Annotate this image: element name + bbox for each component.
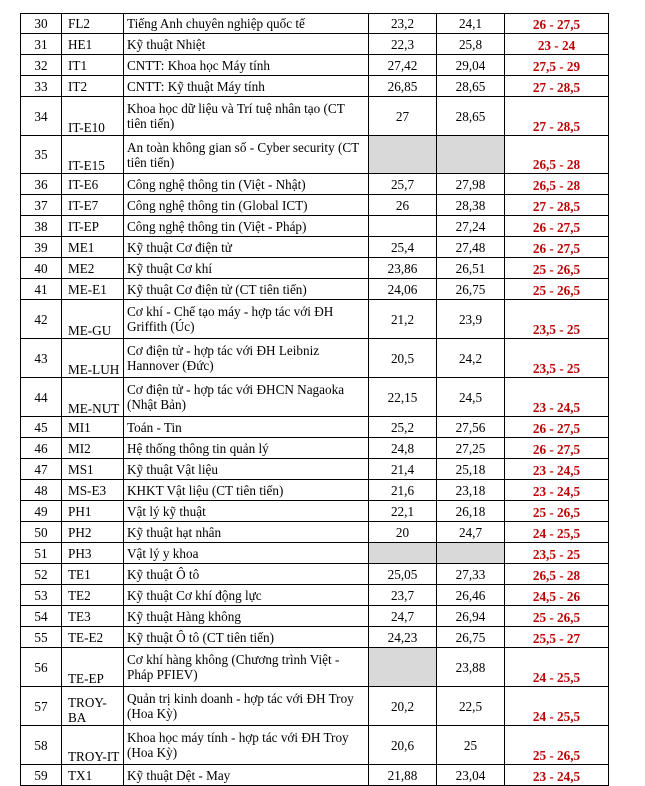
- table-row: [21, 687, 609, 726]
- predicted-range: 23 - 24,5: [505, 480, 609, 501]
- predicted-range: 24 - 25,5: [505, 687, 609, 726]
- program-code: TROY-BA: [62, 687, 124, 726]
- predicted-range: 27 - 28,5: [505, 97, 609, 136]
- score-2023: 28,65: [437, 97, 505, 136]
- score-2022: 27,42: [369, 55, 437, 76]
- program-code: MS-E3: [62, 480, 124, 501]
- score-2023: [437, 543, 505, 564]
- program-code: IT-EP: [62, 216, 124, 237]
- score-2023: 26,51: [437, 258, 505, 279]
- predicted-range: 24 - 25,5: [505, 648, 609, 687]
- score-2022: 21,4: [369, 459, 437, 480]
- table-row: [21, 174, 609, 195]
- program-code: TE2: [62, 585, 124, 606]
- predicted-range: 23,5 - 25: [505, 339, 609, 378]
- program-code: PH3: [62, 543, 124, 564]
- score-2023: 25,18: [437, 459, 505, 480]
- score-2022: 20,5: [369, 339, 437, 378]
- row-number: 41: [21, 279, 62, 300]
- score-2022: 21,6: [369, 480, 437, 501]
- program-code: PH2: [62, 522, 124, 543]
- program-code: IT-E15: [62, 136, 124, 174]
- admission-score-table: [20, 13, 609, 786]
- score-2022: 25,7: [369, 174, 437, 195]
- row-number: 31: [21, 34, 62, 55]
- score-2022: 21,2: [369, 300, 437, 339]
- score-2022: 22,3: [369, 34, 437, 55]
- program-code: IT-E10: [62, 97, 124, 136]
- score-2022: 25,4: [369, 237, 437, 258]
- program-code: MI2: [62, 438, 124, 459]
- score-2023: 25: [437, 726, 505, 765]
- table-row: [21, 258, 609, 279]
- program-name: Vật lý y khoa: [124, 543, 369, 564]
- table-row: [21, 136, 609, 174]
- score-2023: 27,48: [437, 237, 505, 258]
- score-2022: 23,2: [369, 14, 437, 34]
- score-2023: 26,46: [437, 585, 505, 606]
- predicted-range: 27 - 28,5: [505, 76, 609, 97]
- predicted-range: 26 - 27,5: [505, 417, 609, 438]
- score-2023: 23,18: [437, 480, 505, 501]
- score-2022: 22,15: [369, 378, 437, 417]
- score-2022: [369, 216, 437, 237]
- row-number: 36: [21, 174, 62, 195]
- table-row: [21, 97, 609, 136]
- program-code: PH1: [62, 501, 124, 522]
- row-number: 44: [21, 378, 62, 417]
- program-name: Kỹ thuật Dệt - May: [124, 765, 369, 786]
- program-name: Vật lý kỹ thuật: [124, 501, 369, 522]
- score-2023: 29,04: [437, 55, 505, 76]
- row-number: 58: [21, 726, 62, 765]
- program-name: Quản trị kinh doanh - hợp tác với ĐH Troy (Hoa Kỳ): [124, 687, 369, 726]
- table-row: [21, 14, 609, 34]
- score-2023: 26,75: [437, 627, 505, 648]
- table-row: [21, 459, 609, 480]
- row-number: 35: [21, 136, 62, 174]
- program-name: Kỹ thuật Cơ khí động lực: [124, 585, 369, 606]
- predicted-range: 26 - 27,5: [505, 438, 609, 459]
- program-name: Kỹ thuật Cơ điện tử (CT tiên tiến): [124, 279, 369, 300]
- row-number: 33: [21, 76, 62, 97]
- score-2023: 27,56: [437, 417, 505, 438]
- score-2022: 26,85: [369, 76, 437, 97]
- score-2022: 24,7: [369, 606, 437, 627]
- program-code: IT2: [62, 76, 124, 97]
- predicted-range: 23 - 24: [505, 34, 609, 55]
- score-2023: 22,5: [437, 687, 505, 726]
- score-2023: 26,75: [437, 279, 505, 300]
- score-2023: 28,65: [437, 76, 505, 97]
- score-2023: 23,9: [437, 300, 505, 339]
- program-name: CNTT: Kỹ thuật Máy tính: [124, 76, 369, 97]
- program-code: IT1: [62, 55, 124, 76]
- score-2023: 25,8: [437, 34, 505, 55]
- program-name: Cơ khí - Chế tạo máy - hợp tác với ĐH Griffith (Úc): [124, 300, 369, 339]
- predicted-range: 23 - 24,5: [505, 459, 609, 480]
- program-name: Khoa học máy tính - hợp tác với ĐH Troy (Hoa Kỳ): [124, 726, 369, 765]
- program-name: Kỹ thuật Nhiệt: [124, 34, 369, 55]
- program-name: Kỹ thuật Cơ khí: [124, 258, 369, 279]
- score-2023: 27,33: [437, 564, 505, 585]
- table-row: [21, 648, 609, 687]
- score-2022: 20,6: [369, 726, 437, 765]
- program-name: Toán - Tin: [124, 417, 369, 438]
- predicted-range: 26 - 27,5: [505, 216, 609, 237]
- predicted-range: 25 - 26,5: [505, 279, 609, 300]
- program-name: Kỹ thuật Ô tô (CT tiên tiến): [124, 627, 369, 648]
- row-number: 53: [21, 585, 62, 606]
- table-row: [21, 378, 609, 417]
- row-number: 32: [21, 55, 62, 76]
- program-name: Cơ điện tử - hợp tác với ĐH Leibniz Hannover (Đức): [124, 339, 369, 378]
- program-code: TE3: [62, 606, 124, 627]
- program-code: ME1: [62, 237, 124, 258]
- row-number: 50: [21, 522, 62, 543]
- row-number: 49: [21, 501, 62, 522]
- table-row: [21, 765, 609, 786]
- table-row: [21, 195, 609, 216]
- predicted-range: 25 - 26,5: [505, 606, 609, 627]
- score-2022: [369, 136, 437, 174]
- program-code: MI1: [62, 417, 124, 438]
- row-number: 30: [21, 14, 62, 34]
- program-code: FL2: [62, 14, 124, 34]
- program-code: ME-GU: [62, 300, 124, 339]
- score-2023: 24,2: [437, 339, 505, 378]
- predicted-range: 27,5 - 29: [505, 55, 609, 76]
- program-code: TE-E2: [62, 627, 124, 648]
- score-2022: 22,1: [369, 501, 437, 522]
- program-name: CNTT: Khoa học Máy tính: [124, 55, 369, 76]
- table-row: [21, 585, 609, 606]
- table-row: [21, 55, 609, 76]
- row-number: 34: [21, 97, 62, 136]
- program-name: Kỹ thuật Cơ điện tử: [124, 237, 369, 258]
- program-name: Kỹ thuật hạt nhân: [124, 522, 369, 543]
- score-2022: 20,2: [369, 687, 437, 726]
- score-2022: [369, 543, 437, 564]
- table-body: [21, 14, 609, 786]
- predicted-range: 25 - 26,5: [505, 501, 609, 522]
- predicted-range: 25 - 26,5: [505, 726, 609, 765]
- score-2023: 26,18: [437, 501, 505, 522]
- program-code: ME2: [62, 258, 124, 279]
- program-name: KHKT Vật liệu (CT tiên tiến): [124, 480, 369, 501]
- score-2022: 27: [369, 97, 437, 136]
- score-2023: 28,38: [437, 195, 505, 216]
- program-name: Công nghệ thông tin (Việt - Nhật): [124, 174, 369, 195]
- row-number: 40: [21, 258, 62, 279]
- program-name: Tiếng Anh chuyên nghiệp quốc tế: [124, 14, 369, 34]
- row-number: 46: [21, 438, 62, 459]
- program-name: Kỹ thuật Hàng không: [124, 606, 369, 627]
- program-code: ME-LUH: [62, 339, 124, 378]
- score-2022: 26: [369, 195, 437, 216]
- table-row: [21, 279, 609, 300]
- predicted-range: 24,5 - 26: [505, 585, 609, 606]
- score-2023: 23,04: [437, 765, 505, 786]
- row-number: 51: [21, 543, 62, 564]
- predicted-range: 26 - 27,5: [505, 237, 609, 258]
- table-row: [21, 627, 609, 648]
- table-row: [21, 726, 609, 765]
- score-2023: 26,94: [437, 606, 505, 627]
- score-2022: 24,23: [369, 627, 437, 648]
- table-row: [21, 237, 609, 258]
- table-row: [21, 339, 609, 378]
- row-number: 47: [21, 459, 62, 480]
- program-name: Kỹ thuật Vật liệu: [124, 459, 369, 480]
- row-number: 39: [21, 237, 62, 258]
- predicted-range: 23 - 24,5: [505, 765, 609, 786]
- predicted-range: 25 - 26,5: [505, 258, 609, 279]
- row-number: 42: [21, 300, 62, 339]
- predicted-range: 26 - 27,5: [505, 14, 609, 34]
- program-code: TROY-IT: [62, 726, 124, 765]
- score-2023: 24,7: [437, 522, 505, 543]
- table-row: [21, 417, 609, 438]
- predicted-range: 23,5 - 25: [505, 543, 609, 564]
- row-number: 52: [21, 564, 62, 585]
- program-code: IT-E6: [62, 174, 124, 195]
- score-2022: 24,06: [369, 279, 437, 300]
- row-number: 45: [21, 417, 62, 438]
- table-row: [21, 300, 609, 339]
- score-2023: 27,24: [437, 216, 505, 237]
- program-name: Công nghệ thông tin (Việt - Pháp): [124, 216, 369, 237]
- table-row: [21, 522, 609, 543]
- score-2022: 25,05: [369, 564, 437, 585]
- table-row: [21, 543, 609, 564]
- program-name: Công nghệ thông tin (Global ICT): [124, 195, 369, 216]
- row-number: 54: [21, 606, 62, 627]
- predicted-range: 23,5 - 25: [505, 300, 609, 339]
- program-code: HE1: [62, 34, 124, 55]
- predicted-range: 24 - 25,5: [505, 522, 609, 543]
- program-name: Cơ điện tử - hợp tác với ĐHCN Nagaoka (Nhật Bản): [124, 378, 369, 417]
- score-2022: 24,8: [369, 438, 437, 459]
- score-2022: [369, 648, 437, 687]
- predicted-range: 27 - 28,5: [505, 195, 609, 216]
- score-2022: 21,88: [369, 765, 437, 786]
- predicted-range: 26,5 - 28: [505, 174, 609, 195]
- score-2022: 23,7: [369, 585, 437, 606]
- score-2023: [437, 136, 505, 174]
- score-2022: 20: [369, 522, 437, 543]
- score-2023: 27,98: [437, 174, 505, 195]
- predicted-range: 26,5 - 28: [505, 564, 609, 585]
- program-name: Kỹ thuật Ô tô: [124, 564, 369, 585]
- score-2023: 27,25: [437, 438, 505, 459]
- score-2022: 23,86: [369, 258, 437, 279]
- table-row: [21, 501, 609, 522]
- table-row: [21, 76, 609, 97]
- row-number: 55: [21, 627, 62, 648]
- score-2022: 25,2: [369, 417, 437, 438]
- table-row: [21, 216, 609, 237]
- table-row: [21, 34, 609, 55]
- program-name: Hệ thống thông tin quản lý: [124, 438, 369, 459]
- table-row: [21, 480, 609, 501]
- predicted-range: 23 - 24,5: [505, 378, 609, 417]
- table-row: [21, 564, 609, 585]
- program-code: TE-EP: [62, 648, 124, 687]
- row-number: 56: [21, 648, 62, 687]
- table-row: [21, 606, 609, 627]
- program-code: IT-E7: [62, 195, 124, 216]
- row-number: 38: [21, 216, 62, 237]
- program-code: MS1: [62, 459, 124, 480]
- program-name: Khoa học dữ liệu và Trí tuệ nhân tạo (CT tiên tiến): [124, 97, 369, 136]
- row-number: 43: [21, 339, 62, 378]
- score-2023: 23,88: [437, 648, 505, 687]
- score-2023: 24,1: [437, 14, 505, 34]
- program-name: An toàn không gian số - Cyber security (CT tiên tiến): [124, 136, 369, 174]
- program-code: TX1: [62, 765, 124, 786]
- table-row: [21, 438, 609, 459]
- row-number: 59: [21, 765, 62, 786]
- row-number: 48: [21, 480, 62, 501]
- predicted-range: 25,5 - 27: [505, 627, 609, 648]
- row-number: 37: [21, 195, 62, 216]
- predicted-range: 26,5 - 28: [505, 136, 609, 174]
- program-code: ME-NUT: [62, 378, 124, 417]
- score-2023: 24,5: [437, 378, 505, 417]
- program-code: TE1: [62, 564, 124, 585]
- row-number: 57: [21, 687, 62, 726]
- program-code: ME-E1: [62, 279, 124, 300]
- program-name: Cơ khí hàng không (Chương trình Việt - Pháp PFIEV): [124, 648, 369, 687]
